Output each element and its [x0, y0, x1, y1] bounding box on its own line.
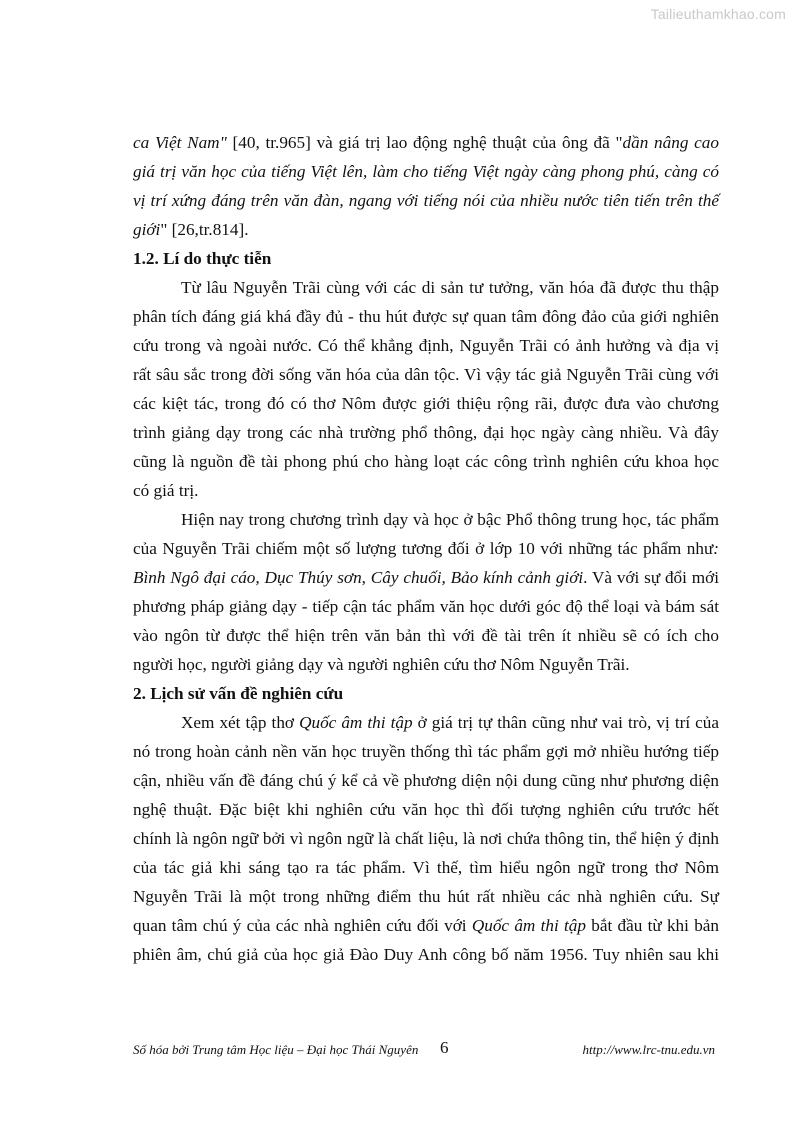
paragraph-line [133, 563, 719, 592]
work-title: Quốc âm thi tập [299, 713, 413, 732]
watermark: Tailieuthamkhao.com [650, 6, 786, 22]
body-text: ở giá trị tự thân cũng như vai trò, vị trí của [412, 713, 719, 732]
quote-text: vị trí xứng đáng trên văn đàn, ngang với tiếng nói của nhiều nước tiên tiến trên thế [133, 191, 719, 210]
body-text: . Và với sự đổi mới [583, 568, 719, 587]
footer-source: Số hóa bởi Trung tâm Học liệu – Đại học Thái Nguyên [133, 1042, 419, 1057]
work-titles: Bình Ngô đại cáo, Dục Thúy sơn, Cây chuối, Bảo kính cảnh giới [133, 568, 584, 587]
body-text: quan tâm chú ý của các nhà nghiên cứu đối với [133, 916, 472, 935]
body-text: bắt đầu từ khi bản [585, 916, 720, 935]
paragraph-line: cũng là nguồn đề tài phong phú cho hàng loạt các công trình nghiên cứu khoa học [133, 452, 719, 471]
paragraph-line [133, 911, 719, 940]
quote-text: giới [133, 220, 161, 239]
body-text: : [713, 539, 719, 558]
paragraph-line [133, 186, 719, 215]
paragraph-line [133, 128, 719, 157]
footer-url: http://www.lrc-tnu.edu.vn [582, 1042, 715, 1057]
work-title: Quốc âm thi tập [471, 916, 586, 935]
paragraph-line: trình giảng dạy trong các nhà trường phổ thông, đại học ngày càng nhiều. Và đây [133, 423, 719, 442]
paragraph-line: Từ lâu Nguyễn Trãi cùng với các di sản tư tưởng, văn hóa đã được thu thập [181, 278, 719, 297]
paragraph-line [133, 157, 719, 186]
paragraph-line: người học, người giảng dạy và người nghiên cứu thơ Nôm Nguyễn Trãi. [133, 655, 630, 674]
quote-text: giá trị văn học của tiếng Việt lên, làm cho tiếng Việt ngày càng phong phú, càng có [133, 162, 719, 181]
section-heading: 1.2. Lí do thực tiễn [133, 249, 272, 268]
paragraph-line [133, 534, 719, 563]
paragraph-line: phiên âm, chú giả của học giả Đào Duy Anh công bố năm 1956. Tuy nhiên sau khi [133, 945, 719, 964]
paragraph-line: Hiện nay trong chương trình dạy và học ở bậc Phổ thông trung học, tác phẩm [181, 510, 719, 529]
body-text: của Nguyễn Trãi chiếm một số lượng tương đối ở lớp 10 với những tác phẩm như [133, 539, 714, 558]
paragraph-line [133, 215, 719, 244]
paragraph-line: cứu trong và ngoài nước. Có thể khẳng định, Nguyễn Trãi có ảnh hưởng và địa vị [133, 336, 719, 355]
paragraph-line: rất sâu sắc trong đời sống văn hóa của dân tộc. Vì vậy tác giả Nguyễn Trãi cùng với [133, 365, 719, 384]
page-body [133, 128, 719, 969]
paragraph-line: của tác giả khi sáng tạo ra tác phẩm. Vì thế, tìm hiểu ngôn ngữ trong thơ Nôm [133, 858, 719, 877]
paragraph-line: vào ngôn từ được thể hiện trên văn bản thì với đề tài trên ít nhiều sẽ có ích cho [133, 626, 719, 645]
paragraph-line: cận, nhiều vấn đề đáng chú ý kể cả về phương diện nội dung cũng như phương diện [133, 771, 719, 790]
paragraph-line: có giá trị. [133, 481, 199, 500]
quote-text: dần nâng cao [622, 133, 719, 152]
body-text: Xem xét tập thơ [181, 713, 300, 732]
paragraph-line: các kiệt tác, trong đó có thơ Nôm được giới thiệu rộng rãi, được đưa vào chương [133, 394, 719, 413]
body-text: " [26,tr.814]. [160, 220, 249, 239]
paragraph-line: phương pháp giảng dạy - tiếp cận tác phẩm văn học dưới góc độ thể loại và bám sát [133, 597, 719, 616]
section-heading: 2. Lịch sử vấn đề nghiên cứu [133, 684, 344, 703]
page-number: 6 [440, 1038, 449, 1057]
paragraph-line: nó trong hoàn cảnh nền văn học truyền thống thì tác phẩm gợi mở nhiều hướng tiếp [133, 742, 719, 761]
paragraph-line: phân tích đáng giá khá đầy đủ - thu hút được sự quan tâm đông đảo của giới nghiên [133, 307, 719, 326]
paragraph-line: Nguyễn Trãi là một trong những điểm thu hút rất nhiều các nhà nghiên cứu. Sự [133, 887, 719, 906]
body-text: [40, tr.965] và giá trị lao động nghệ thuật của ông đã " [226, 133, 623, 152]
quote-text: ca Việt Nam" [133, 133, 227, 152]
paragraph-line: chính là ngôn ngữ bởi vì ngôn ngữ là chất liệu, là nơi chứa thông tin, thể hiện ý định [133, 829, 719, 848]
page-footer [133, 1038, 719, 1062]
paragraph-line: nghệ thuật. Đặc biệt khi nghiên cứu văn học thì đối tượng nghiên cứu trước hết [133, 800, 719, 819]
paragraph-line [133, 708, 719, 737]
